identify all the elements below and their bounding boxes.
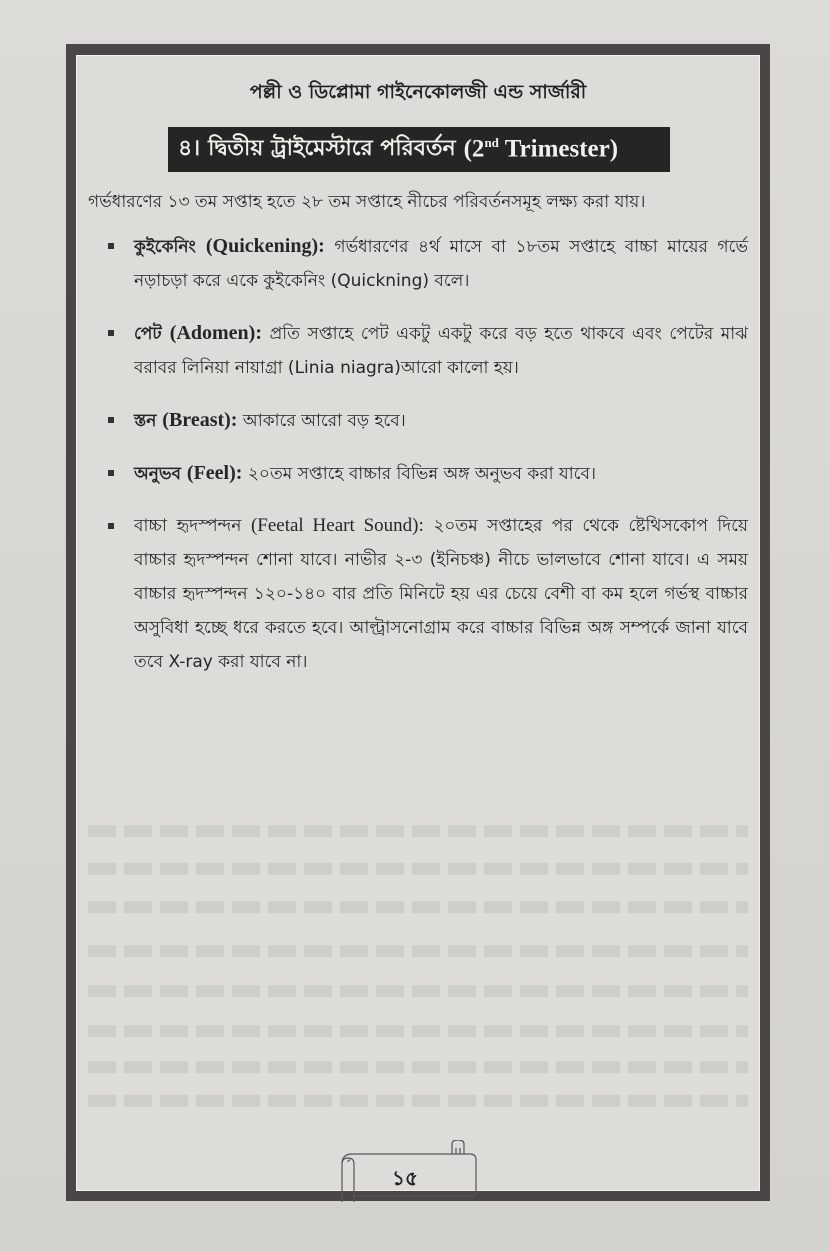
term — [134, 237, 325, 257]
item-text: গর্ভধারণের ৪র্থ মাসে বা ১৮তম সপ্তাহে বাচ্চা মায়ের গর্ভে নড়াচড়া করে একে কুইকেনিং (Quickning) বলে। — [134, 237, 749, 291]
section-title-en-suffix: Trimester) — [498, 135, 619, 163]
section-title-en — [464, 135, 618, 163]
list-item-fetal-heart-sound — [88, 509, 748, 679]
bleed-through-line — [88, 985, 748, 997]
page-number: ১৫ — [392, 1166, 418, 1190]
square-bullet-icon — [108, 417, 114, 423]
square-bullet-icon — [108, 523, 114, 529]
section-title-en-sup: nd — [484, 135, 499, 151]
section-body — [88, 185, 748, 697]
term — [134, 411, 237, 431]
item-text: ২০তম সপ্তাহে বাচ্চার বিভিন্ন অঙ্গ অনুভব করা যাবে। — [247, 464, 597, 484]
term-en: (Feetal Heart Sound): — [250, 515, 424, 536]
page-number-scroll — [330, 1140, 480, 1202]
section-number: ৪। — [178, 136, 201, 161]
list-item-breast — [88, 403, 748, 438]
square-bullet-icon — [108, 470, 114, 476]
term-en: (Adomen): — [169, 322, 263, 344]
term — [134, 464, 242, 484]
list-item-quickening — [88, 229, 748, 298]
list-item-feel — [88, 456, 748, 491]
term — [134, 516, 424, 536]
term — [134, 324, 262, 344]
bleed-through-line — [88, 863, 748, 875]
section-title-en-prefix: (2 — [463, 135, 485, 163]
term-en: (Breast): — [162, 409, 238, 431]
square-bullet-icon — [108, 330, 114, 336]
bleed-through-line — [88, 945, 748, 957]
intro-paragraph: গর্ভধারণের ১৩ তম সপ্তাহ হতে ২৮ তম সপ্তাহে নীচের পরিবর্তনসমূহ লক্ষ্য করা যায়। — [88, 192, 646, 212]
term-bn: স্তন — [134, 411, 157, 431]
page-frame — [66, 44, 770, 1201]
term-bn: অনুভব — [134, 464, 181, 484]
section-heading-banner — [168, 127, 670, 172]
square-bullet-icon — [108, 243, 114, 249]
bleed-through-line — [88, 1095, 748, 1107]
change-list — [88, 229, 748, 679]
item-text: আকারে আরো বড় হবে। — [242, 411, 406, 431]
bleed-through-line — [88, 901, 748, 913]
term-bn: পেট — [134, 324, 162, 344]
bleed-through-line — [88, 1025, 748, 1037]
item-text: ২০তম সপ্তাহের পর থেকে ষ্টেথিসকোপ দিয়ে বাচ্চার হৃদস্পন্দন শোনা যাবে। নাভীর ২-৩ (ইনিচঞ্চ) নীচে ভালভাবে শোনা যাবে। এ সময় বাচ্চার হৃদস্পন্দন ১২০-১৪০ বার প্রতি মিনিটে হয় এর চেয়ে বেশী বা কম হলে গর্ভস্থ বাচ্চার অসুবিধা হচ্ছে ধরে করতে হবে। আল্ট্রাসনোগ্রাম করে বাচ্চার বিভিন্ন অঙ্গ সম্পর্কে জানা যাবে তবে X-ray করা যাবে না। — [134, 516, 749, 672]
term-en: (Feel): — [186, 462, 243, 484]
list-item-abdomen — [88, 316, 748, 385]
bleed-through-line — [88, 825, 748, 837]
section-title-bn: দ্বিতীয় ট্রাইমেস্টারে পরিবর্তন — [208, 136, 456, 161]
term-bn: কুইকেনিং — [134, 237, 196, 257]
bleed-through-line — [88, 1061, 748, 1073]
item-text: প্রতি সপ্তাহে পেট একটু একটু করে বড় হতে থাকবে এবং পেটের মাঝ বরাবর লিনিয়া নায়াগ্রা (Linia niagra)আরো কালো হয়। — [134, 324, 749, 378]
running-header: পল্লী ও ডিপ্লোমা গাইনেকোলজী এন্ড সার্জারী — [249, 81, 587, 103]
term-en: (Quickening): — [205, 235, 325, 257]
term-bn: বাচ্চা হৃদস্পন্দন — [134, 516, 242, 536]
